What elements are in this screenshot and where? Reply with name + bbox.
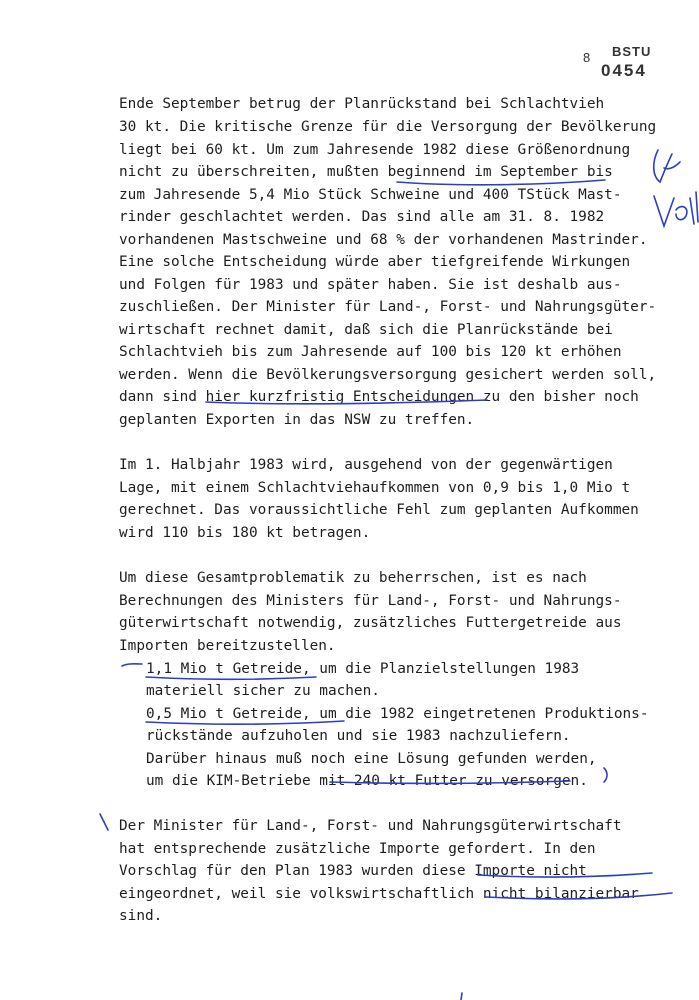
text-line: um die KIM-Betriebe mit 240 kt Futter zu versorgen. — [146, 773, 588, 789]
text-line: rückstände aufzuholen und sie 1983 nachzuliefern. — [146, 728, 571, 744]
archive-stamp-label: BSTU — [612, 44, 652, 59]
text-line: Vorschlag für den Plan 1983 wurden diese Importe nicht — [119, 863, 587, 879]
bracket-first-item — [122, 664, 142, 666]
text-line: materiell sicher zu machen. — [146, 683, 380, 699]
text-line: Schlachtvieh bis zum Jahresende auf 100 bis 120 kt erhöhen — [119, 344, 622, 360]
margin-mark-minister — [100, 814, 108, 830]
text-line: dann sind hier kurzfristig Entscheidungen zu den bisher noch — [119, 389, 639, 405]
text-line: eingeordnet, weil sie volkswirtschaftlich nicht bilanzierbar — [119, 886, 639, 902]
text-line: hat entsprechende zusätzliche Importe gefordert. In den — [119, 841, 596, 857]
text-line: wird 110 bis 180 kt betragen. — [119, 525, 371, 541]
archive-document-number: 0454 — [601, 61, 647, 80]
text-line: und Folgen für 1983 und später haben. Sie ist deshalb aus- — [119, 277, 622, 293]
text-line: Importen bereitzustellen. — [119, 638, 336, 654]
text-line: Lage, mit einem Schlachtviehaufkommen von 0,9 bis 1,0 Mio t — [119, 480, 631, 496]
text-line: Berechnungen des Ministers für Land-, Forst- und Nahrungs- — [119, 593, 622, 609]
text-line: zum Jahresende 5,4 Mio Stück Schweine und 400 TStück Mast- — [119, 187, 622, 203]
margin-note-scribble-upper — [654, 150, 680, 182]
text-line: sind. — [119, 908, 163, 924]
text-line: nicht zu überschreiten, mußten beginnend im September bis — [119, 164, 613, 180]
text-line: Darüber hinaus muß noch eine Lösung gefunden werden, — [146, 751, 597, 767]
page-bottom-mark — [461, 993, 462, 1000]
text-line: Ende September betrug der Planrückstand bei Schlachtvieh — [119, 96, 605, 112]
text-line: gerechnet. Das voraussichtliche Fehl zum geplanten Aufkommen — [119, 502, 639, 518]
text-line: Im 1. Halbjahr 1983 wird, ausgehend von der gegenwärtigen — [119, 457, 613, 473]
text-line: liegt bei 60 kt. Um zum Jahresende 1982 diese Größenordnung — [119, 142, 631, 158]
text-line: zuschließen. Der Minister für Land-, Forst- und Nahrungsgüter- — [119, 299, 657, 315]
bracket-last-item — [604, 768, 607, 782]
text-line: Eine solche Entscheidung würde aber tiefgreifende Wirkungen — [119, 254, 631, 270]
text-line: vorhandenen Mastschweine und 68 % der vorhandenen Mastrinder. — [119, 232, 648, 248]
page-number: 8 — [583, 50, 591, 65]
text-line: 0,5 Mio t Getreide, um die 1982 eingetretenen Produktions- — [146, 706, 649, 722]
text-line: wirtschaft rechnet damit, daß sich die Planrückstände bei — [119, 322, 613, 338]
text-line: geplanten Exporten in das NSW zu treffen. — [119, 412, 475, 428]
text-line: güterwirtschaft notwendig, zusätzliches Futtergetreide aus — [119, 615, 622, 631]
text-line: rinder geschlachtet werden. Das sind alle am 31. 8. 1982 — [119, 209, 605, 225]
text-line: Der Minister für Land-, Forst- und Nahrungsgüterwirtschaft — [119, 818, 622, 834]
text-line: 30 kt. Die kritische Grenze für die Versorgung der Bevölkerung — [119, 119, 657, 135]
text-line: 1,1 Mio t Getreide, um die Planzielstellungen 1983 — [146, 661, 580, 677]
text-line: Um diese Gesamtproblematik zu beherrschen, ist es nach — [119, 570, 587, 586]
text-line: werden. Wenn die Bevölkerungsversorgung gesichert werden soll, — [119, 367, 657, 383]
margin-note-scribble-lower — [654, 192, 698, 226]
